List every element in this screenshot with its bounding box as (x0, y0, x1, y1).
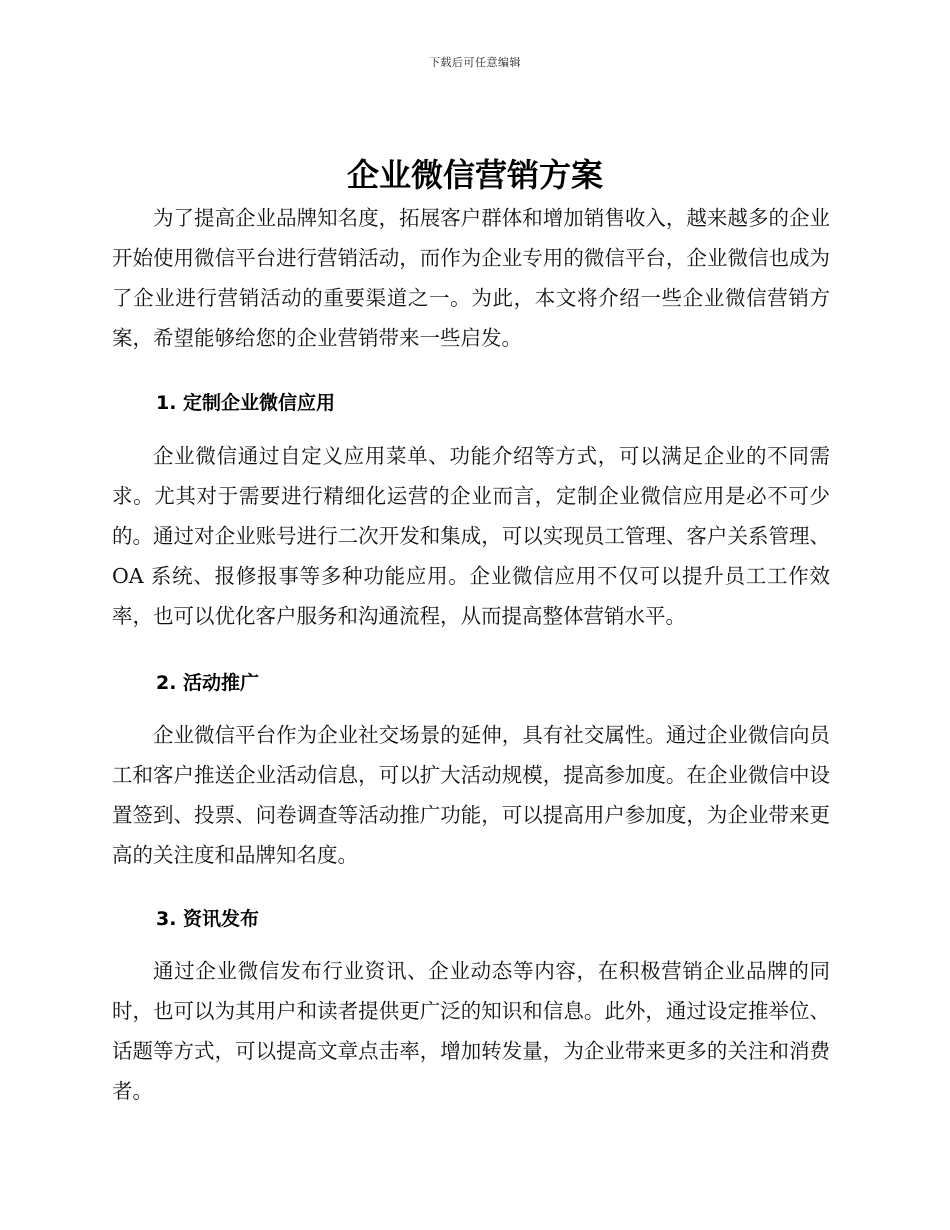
section-heading-2: 2. 活动推广 (156, 672, 260, 694)
section-heading-1: 1. 定制企业微信应用 (156, 392, 336, 414)
section-heading-3: 3. 资讯发布 (156, 908, 260, 930)
header-note: 下载后可任意编辑 (429, 56, 521, 69)
section-paragraph-3: 通过企业微信发布行业资讯、企业动态等内容，在积极营销企业品牌的同时，也可以为其用户和读者提供更广泛的知识和信息。此外，通过设定推举位、话题等方式，可以提高文章点击率，增加转发量，为企业带来更多的关注和消费者。 (112, 959, 830, 1103)
page-title: 企业微信营销方案 (346, 156, 603, 194)
section-paragraph-2: 企业微信平台作为企业社交场景的延伸，具有社交属性。通过企业微信向员工和客户推送企业活动信息，可以扩大活动规模，提高参加度。在企业微信中设置签到、投票、问卷调查等活动推广功能，可以提高用户参加度，为企业带来更高的关注度和品牌知名度。 (112, 723, 830, 867)
intro-paragraph: 为了提高企业品牌知名度，拓展客户群体和增加销售收入，越来越多的企业开始使用微信平台进行营销活动，而作为企业专用的微信平台，企业微信也成为了企业进行营销活动的重要渠道之一。为此，本文将介绍一些企业微信营销方案，希望能够给您的企业营销带来一些启发。 (112, 206, 830, 350)
section-paragraph-1: 企业微信通过自定义应用菜单、功能介绍等方式，可以满足企业的不同需求。尤其对于需要进行精细化运营的企业而言，定制企业微信应用是必不可少的。通过对企业账号进行二次开发和集成，可以实现员工管理、客户关系管理、OA 系统、报修报事等多种功能应用。企业微信应用不仅可以提升员工工作效率，也可以优化客户服务和沟通流程，从而提高整体营销水平。 (112, 444, 830, 628)
